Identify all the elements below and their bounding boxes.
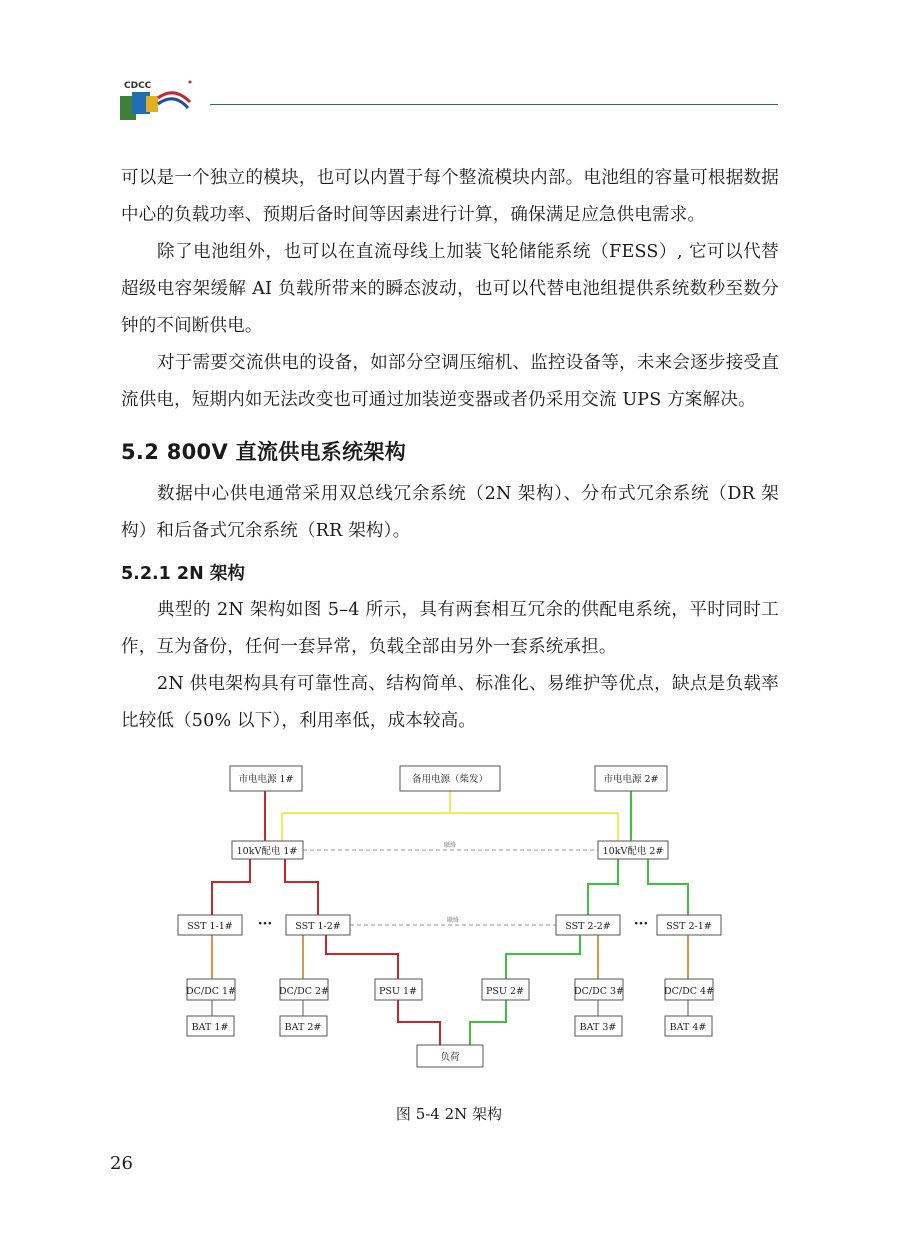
svg-text:10kV配电 1#: 10kV配电 1# [236,846,298,857]
svg-text:BAT 1#: BAT 1# [191,1022,229,1033]
box-backup [400,766,500,791]
svg-text:BAT 3#: BAT 3# [579,1022,617,1033]
sst-tie-label: 联络 [446,917,460,924]
cdcc-logo [118,76,198,122]
mv-tie-label: 联络 [443,842,457,849]
box-sst21 [657,915,721,935]
box-bat3 [575,1016,622,1036]
svg-text:DC/DC 1#: DC/DC 1# [186,986,236,997]
svg-text:SST 1-1#: SST 1-1# [187,921,233,932]
box-dcdc2 [279,979,329,1000]
subsection-heading: 5.2.1 2N 架构 [121,564,245,584]
dcdc-lines [212,935,688,979]
backup-lines [282,791,618,841]
svg-text:PSU 2#: PSU 2# [486,986,524,997]
box-bat4 [665,1016,712,1036]
svg-text:SST 2-1#: SST 2-1# [666,921,712,932]
box-load [417,1045,483,1067]
box-psu1 [375,979,422,1000]
svg-text:SST 1-2#: SST 1-2# [295,921,341,932]
svg-text:PSU 1#: PSU 1# [379,986,417,997]
box-mv1 [232,841,303,859]
svg-text:BAT 4#: BAT 4# [669,1022,707,1033]
box-grid2 [595,766,667,791]
box-sst22 [556,915,620,935]
2n-architecture-diagram [170,760,730,1080]
paragraph-4: 数据中心供电通常采用双总线冗余系统（2N 架构）、分布式冗余系统（DR 架构）和后备式冗余系统（RR 架构）。 [121,484,779,541]
box-dcdc3 [574,979,624,1000]
svg-text:备用电源（柴发）: 备用电源（柴发） [411,774,489,785]
section-heading: 5.2 800V 直流供电系统架构 [121,440,407,464]
svg-text:BAT 2#: BAT 2# [284,1022,322,1033]
page-number: 26 [110,1153,133,1174]
svg-text:负荷: 负荷 [440,1052,460,1063]
paragraph-2: 除了电池组外，也可以在直流母线上加装飞轮储能系统（FESS）, 它可以代替超级电容架缓解 AI 负载所带来的瞬态波动，也可以代替电池组提供系统数秒至数分钟的不间断供电。 [121,242,779,336]
svg-text:SST 2-2#: SST 2-2# [565,921,611,932]
box-grid1 [230,766,302,791]
box-mv2 [598,841,668,859]
svg-text:10kV配电 2#: 10kV配电 2# [602,846,664,857]
paragraph-1: 可以是一个独立的模块，也可以内置于每个整流模块内部。电池组的容量可根据数据中心的负载功率、预期后备时间等因素进行计算，确保满足应急供电需求。 [121,168,779,225]
svg-text:DC/DC 4#: DC/DC 4# [664,986,714,997]
box-bat1 [187,1016,234,1036]
svg-text:市电电源 1#: 市电电源 1# [238,774,294,785]
ellipsis-left: ··· [257,916,273,932]
svg-text:DC/DC 2#: DC/DC 2# [279,986,329,997]
header-rule [210,104,778,105]
paragraph-3: 对于需要交流供电的设备，如部分空调压缩机、监控设备等，未来会逐步接受直流供电，短期内如无法改变也可通过加装逆变器或者仍采用交流 UPS 方案解决。 [121,353,779,410]
box-psu2 [482,979,529,1000]
logo-text: CDCC [124,81,152,91]
box-bat2 [280,1016,327,1036]
battery-lines [212,1000,688,1016]
paragraph-6: 2N 供电架构具有可靠性高、结构简单、标准化、易维护等优点，缺点是负载率比较低（50% 以下），利用率低，成本较高。 [121,674,779,731]
box-sst11 [178,915,242,935]
box-dcdc1 [186,979,236,1000]
svg-text:DC/DC 3#: DC/DC 3# [574,986,624,997]
svg-text:市电电源 2#: 市电电源 2# [603,774,659,785]
ellipsis-right: ··· [633,916,649,932]
box-sst12 [286,915,350,935]
paragraph-5: 典型的 2N 架构如图 5–4 所示，具有两套相互冗余的供配电系统，平时同时工作，互为备份，任何一套异常，负载全部由另外一套系统承担。 [121,600,779,657]
box-dcdc4 [664,979,714,1000]
figure-caption: 图 5-4 2N 架构 [395,1105,503,1123]
